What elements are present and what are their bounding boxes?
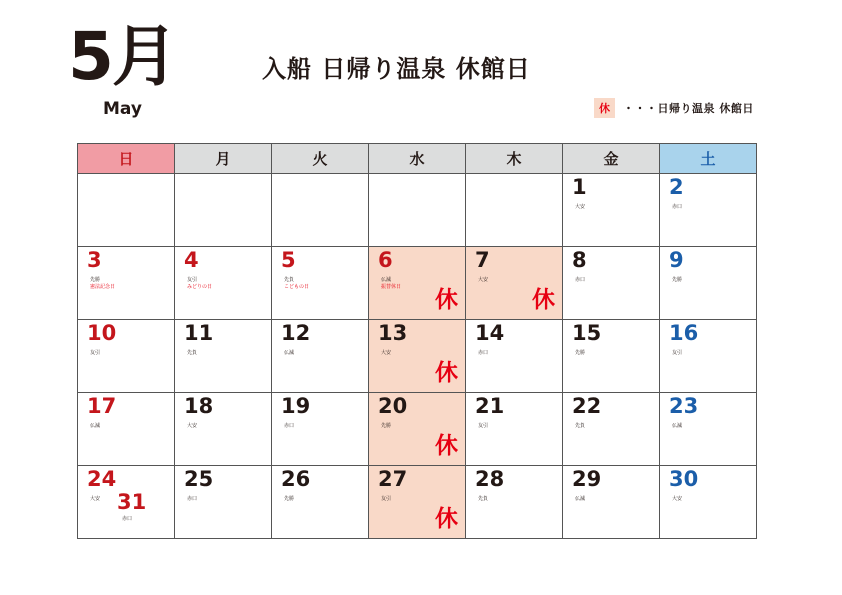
empty-day-cell: [272, 174, 369, 247]
rokuyo-label: 赤口: [478, 350, 489, 356]
day-number: 10: [87, 321, 117, 345]
weekday-saturday: 土: [660, 144, 757, 174]
weekday-wednesday: 水: [369, 144, 466, 174]
day-number: 29: [572, 467, 602, 491]
day-number: 3: [87, 248, 102, 272]
closed-mark: 休: [435, 287, 458, 313]
day-cell: [466, 466, 563, 539]
rokuyo-label: 友引: [478, 423, 489, 429]
day-number: 16: [669, 321, 699, 345]
rokuyo-label: 先負: [187, 350, 198, 356]
day-number: 22: [572, 394, 602, 418]
weekday-sunday: 日: [78, 144, 175, 174]
day-cell: [369, 466, 466, 539]
closed-mark: 休: [435, 433, 458, 459]
day-number: 25: [184, 467, 214, 491]
day-number: 4: [184, 248, 199, 272]
day-cell: [466, 247, 563, 320]
day-cell: [78, 466, 175, 539]
rokuyo-label: 先勝: [672, 277, 683, 283]
weekday-monday: 月: [175, 144, 272, 174]
closed-mark: 休: [435, 506, 458, 532]
rokuyo-label: 赤口: [575, 277, 586, 283]
holiday-name: 振替休日: [381, 284, 402, 290]
empty-day-cell: [78, 174, 175, 247]
day-cell: [563, 247, 660, 320]
weekday-tuesday: 火: [272, 144, 369, 174]
weekday-header-row: [78, 144, 757, 174]
day-cell: [175, 393, 272, 466]
day-cell: [660, 393, 757, 466]
rokuyo-label: 先勝: [381, 423, 392, 429]
day-number: 30: [669, 467, 699, 491]
month-number: 5月: [68, 18, 176, 95]
empty-day-cell: [175, 174, 272, 247]
day-number: 7: [475, 248, 490, 272]
day-number: 21: [475, 394, 505, 418]
day-number: 20: [378, 394, 408, 418]
rokuyo-label: 大安: [672, 496, 683, 502]
day-number: 9: [669, 248, 684, 272]
calendar-body: [78, 174, 757, 539]
day-number: 17: [87, 394, 117, 418]
rokuyo-label: 友引: [381, 496, 392, 502]
day-cell: [563, 393, 660, 466]
legend-text: ・・・日帰り温泉 休館日: [623, 102, 754, 115]
day-cell: [369, 320, 466, 393]
day-cell: [660, 247, 757, 320]
day-number: 5: [281, 248, 296, 272]
rokuyo-label: 先勝: [575, 350, 586, 356]
day-cell: [272, 466, 369, 539]
page-title: 入船 日帰り温泉 休館日: [262, 55, 531, 83]
day-cell: [563, 174, 660, 247]
day-number: 6: [378, 248, 393, 272]
calendar-week-row: [78, 320, 757, 393]
weekday-friday: 金: [563, 144, 660, 174]
calendar-week-row: [78, 393, 757, 466]
day-cell: [175, 466, 272, 539]
day-cell: [660, 466, 757, 539]
weekday-thursday: 木: [466, 144, 563, 174]
day-number: 19: [281, 394, 311, 418]
holiday-name: 憲法記念日: [90, 284, 116, 290]
day-number: 11: [184, 321, 214, 345]
day-cell: [466, 393, 563, 466]
holiday-name: みどりの日: [187, 284, 213, 290]
rokuyo-label: 大安: [478, 277, 489, 283]
day-cell: [660, 320, 757, 393]
day-cell: [78, 320, 175, 393]
rokuyo-label: 仏滅: [575, 496, 586, 502]
day-cell: [369, 393, 466, 466]
rokuyo-label-secondary: 赤口: [122, 516, 133, 522]
day-number: 23: [669, 394, 699, 418]
day-cell: [369, 247, 466, 320]
closed-mark: 休: [435, 360, 458, 386]
day-number: 14: [475, 321, 505, 345]
rokuyo-label: 仏滅: [90, 423, 101, 429]
day-number: 18: [184, 394, 214, 418]
rokuyo-label: 先負: [575, 423, 586, 429]
calendar-week-row: [78, 247, 757, 320]
calendar-week-row: [78, 466, 757, 539]
legend: [594, 98, 754, 118]
rokuyo-label: 先勝: [90, 277, 101, 283]
day-cell: [175, 320, 272, 393]
rokuyo-label: 先負: [284, 277, 295, 283]
day-number: 13: [378, 321, 408, 345]
day-number: 12: [281, 321, 311, 345]
day-number: 24: [87, 467, 117, 491]
day-cell: [78, 247, 175, 320]
day-cell: [660, 174, 757, 247]
month-english: May: [103, 99, 142, 119]
day-number: 26: [281, 467, 311, 491]
legend-closed-mark: 休: [594, 98, 615, 118]
day-cell: [563, 466, 660, 539]
empty-day-cell: [466, 174, 563, 247]
day-cell: [272, 320, 369, 393]
rokuyo-label: 友引: [672, 350, 683, 356]
day-number: 2: [669, 175, 684, 199]
rokuyo-label: 先勝: [284, 496, 295, 502]
calendar-week-row: [78, 174, 757, 247]
rokuyo-label: 大安: [575, 204, 586, 210]
day-cell: [272, 247, 369, 320]
rokuyo-label: 先負: [478, 496, 489, 502]
day-cell: [175, 247, 272, 320]
holiday-name: こどもの日: [284, 284, 310, 290]
day-number-secondary: 31: [117, 490, 147, 514]
rokuyo-label: 赤口: [284, 423, 295, 429]
empty-day-cell: [369, 174, 466, 247]
rokuyo-label: 赤口: [672, 204, 683, 210]
rokuyo-label: 仏滅: [381, 277, 392, 283]
day-cell: [466, 320, 563, 393]
rokuyo-label: 友引: [90, 350, 101, 356]
day-number: 27: [378, 467, 408, 491]
rokuyo-label: 大安: [187, 423, 198, 429]
rokuyo-label: 仏滅: [672, 423, 683, 429]
rokuyo-label: 仏滅: [284, 350, 295, 356]
day-cell: [563, 320, 660, 393]
rokuyo-label: 赤口: [187, 496, 198, 502]
day-number: 28: [475, 467, 505, 491]
day-cell: [272, 393, 369, 466]
calendar-grid: [77, 143, 757, 539]
closed-mark: 休: [532, 287, 555, 313]
rokuyo-label: 大安: [90, 496, 101, 502]
day-cell: [78, 393, 175, 466]
rokuyo-label: 大安: [381, 350, 392, 356]
day-number: 1: [572, 175, 587, 199]
day-number: 8: [572, 248, 587, 272]
rokuyo-label: 友引: [187, 277, 198, 283]
day-number: 15: [572, 321, 602, 345]
